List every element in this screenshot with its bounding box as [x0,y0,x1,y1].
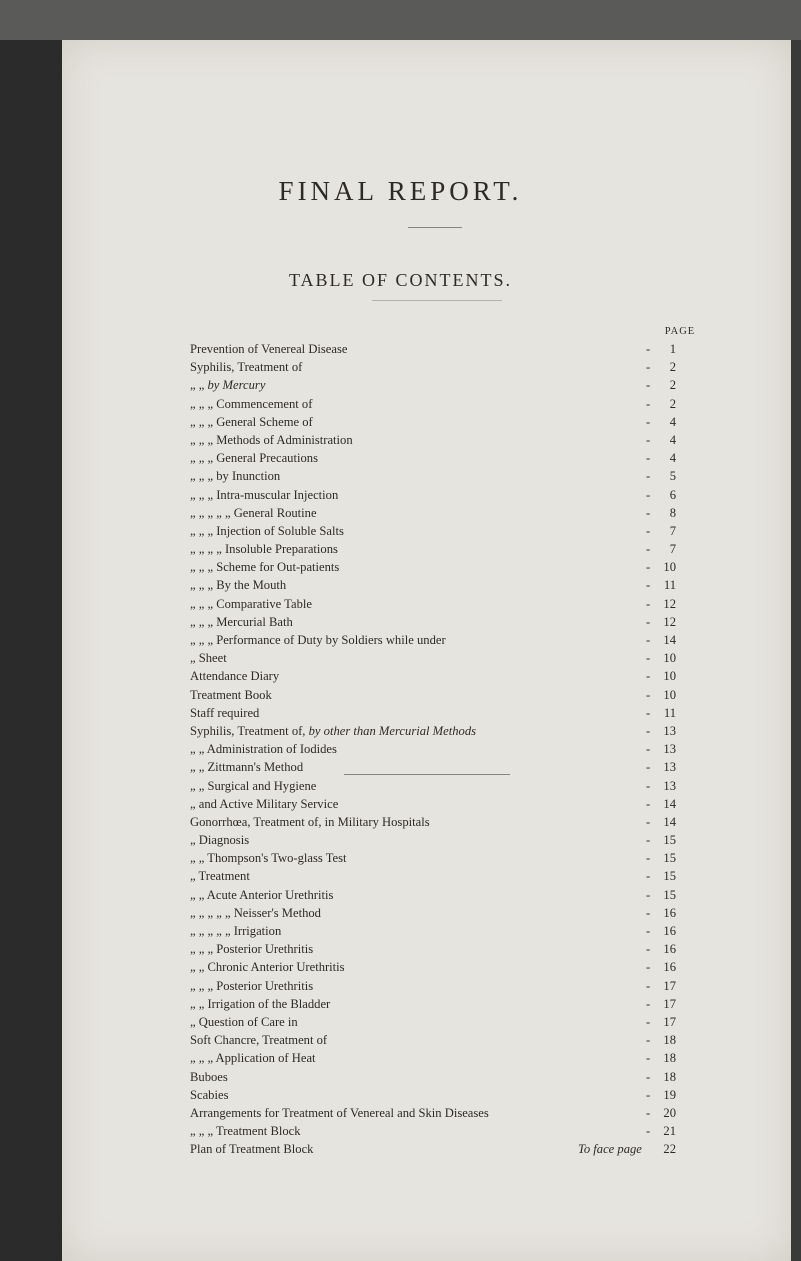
leader-dash: - [646,396,651,411]
scan-background-top [0,0,801,40]
toc-entry [0,977,801,995]
toc-entry-title: „ „ „ „ „ Neisser's Method [190,905,321,920]
toc-entry-page: 4 [669,451,676,466]
toc-entry [0,922,801,940]
toc-entry-page: 2 [669,396,676,411]
leader-dash: - [646,633,651,647]
toc-entry-title: „ and Active Military Service [190,796,339,811]
toc-entry-title: „ „ „ Treatment Block [190,1124,301,1139]
toc-entry-page: 12 [663,614,676,629]
toc-entry [0,558,801,576]
leader-dash: - [646,905,651,920]
toc-entry-page: 10 [663,669,676,684]
toc-entry-page: 18 [663,1051,676,1066]
toc-entry-note: To face page [578,1142,642,1157]
leader-dash: - [646,505,651,520]
toc-entry [0,340,801,358]
leader-dash: - [646,942,651,957]
toc-entry-title: „ „ „ Scheme for Out-patients [190,560,340,575]
toc-entry [0,595,801,613]
toc-entry-title: „ „ „ Comparative Table [190,596,312,611]
toc-entry [0,504,801,522]
toc-entry-title: „ Question of Care in [190,1014,298,1029]
toc-entry-page: 10 [663,651,676,666]
toc-entry [0,722,801,740]
toc-entry-page: 18 [663,1069,676,1084]
toc-entry [0,849,801,867]
toc-entry-title: „ „ by Mercury [190,378,266,393]
leader-dash: - [646,432,651,447]
subtitle-divider [372,300,502,301]
toc-entry-page: 16 [663,960,676,975]
leader-dash: - [646,1105,651,1120]
toc-entry-page: 6 [669,487,676,502]
leader-dash: - [646,778,651,793]
toc-entry [0,449,801,467]
toc-entry-page: 13 [663,760,676,775]
toc-entry-page: 14 [663,814,676,829]
toc-entry [0,486,801,504]
toc-entry-title: „ „ Thompson's Two-glass Test [190,851,347,866]
leader-dash: - [646,451,651,466]
leader-dash: - [646,1051,651,1066]
toc-entry-page: 13 [663,778,676,793]
leader-dash: - [646,414,651,429]
leader-dash: - [646,687,651,702]
toc-entry-page: 15 [663,869,676,884]
toc-entry-page: 17 [663,978,676,993]
title-divider [408,227,462,228]
toc-entry [0,467,801,485]
table-of-contents [0,340,801,1158]
leader-dash: - [646,869,651,884]
leader-dash: - [646,851,651,866]
toc-entry-page: 4 [669,414,676,429]
toc-entry [0,686,801,704]
leader-dash: - [646,996,651,1011]
toc-entry-page: 16 [663,942,676,957]
leader-dash: - [646,833,651,848]
toc-entry-title: „ „ Zittmann's Method [190,760,304,775]
toc-entry-page: 10 [663,687,676,702]
toc-entry [0,867,801,885]
toc-entry-page: 8 [669,505,676,520]
leader-dash: - [646,1124,651,1139]
toc-entry-title: „ „ „ Injection of Soluble Salts [190,523,344,538]
toc-entry-title: „ „ „ General Precautions [190,451,318,466]
toc-entry [0,904,801,922]
toc-entry [0,995,801,1013]
toc-entry-title: „ „ „ „ „ General Routine [190,505,317,520]
toc-entry [0,576,801,594]
toc-entry-page: 14 [663,633,676,647]
leader-dash: - [646,760,651,775]
toc-entry-title: „ „ „ Commencement of [190,396,313,411]
leader-dash: - [646,960,651,975]
leader-dash: - [646,651,651,666]
toc-entry-title: „ „ „ Posterior Urethritis [190,978,314,993]
leader-dash: - [646,360,651,375]
toc-entry-title: Soft Chancre, Treatment of [190,1033,328,1048]
toc-entry-page: 14 [663,796,676,811]
leader-dash: - [646,723,651,738]
toc-entry-title: Attendance Diary [190,669,280,684]
toc-entry [0,358,801,376]
toc-entry-title: „ „ „ Posterior Urethritis [190,942,314,957]
toc-entry [0,813,801,831]
toc-entry [0,376,801,394]
toc-entry [0,704,801,722]
toc-entry [0,1068,801,1086]
toc-entry [0,1140,801,1158]
toc-entry [0,395,801,413]
toc-entry-page: 11 [663,705,676,720]
toc-entry [0,1104,801,1122]
toc-entry [0,958,801,976]
toc-entry-title: Buboes [190,1069,228,1084]
toc-entry [0,777,801,795]
toc-entry-title: „ „ „ „ Insoluble Preparations [190,542,338,557]
toc-entry-title: Treatment Book [190,687,272,702]
leader-dash: - [646,705,651,720]
toc-entry-page: 22 [663,1142,676,1157]
toc-entry-title: „ Sheet [190,651,227,666]
toc-entry-title: „ „ Chronic Anterior Urethritis [190,960,345,975]
toc-entry [0,831,801,849]
leader-dash: - [646,487,651,502]
toc-entry-page: 15 [663,887,676,902]
toc-entry [0,649,801,667]
toc-entry-page: 7 [669,542,676,557]
toc-entry-title: Plan of Treatment Block [190,1142,314,1157]
toc-entry-title: „ „ Irrigation of the Bladder [190,996,331,1011]
leader-dash: - [646,796,651,811]
toc-entry-title: Syphilis, Treatment of [190,360,303,375]
toc-entry-title: „ Treatment [190,869,250,884]
toc-entry [0,431,801,449]
leader-dash: - [646,560,651,575]
toc-entry-page: 11 [663,578,676,593]
toc-entry-page: 7 [669,523,676,538]
toc-entry-page: 15 [663,851,676,866]
leader-dash: - [646,523,651,538]
report-title: FINAL REPORT. [278,176,523,206]
toc-entry [0,940,801,958]
toc-heading: TABLE OF CONTENTS. [288,270,513,290]
toc-entry [0,795,801,813]
leader-dash: - [646,542,651,557]
toc-entry-title: „ „ Acute Anterior Urethritis [190,887,334,902]
toc-entry [0,1049,801,1067]
toc-entry-title: „ „ „ General Scheme of [190,414,313,429]
toc-entry-page: 10 [663,560,676,575]
bottom-divider [344,774,510,775]
toc-entry-page: 15 [663,833,676,848]
toc-entry [0,1122,801,1140]
leader-dash: - [646,669,651,684]
toc-entry-title: „ „ „ Methods of Administration [190,432,353,447]
toc-entry-title: „ „ „ Performance of Duty by Soldiers while under [190,633,446,647]
leader-dash: - [646,469,651,484]
toc-entry-title: „ „ „ Intra-muscular Injection [190,487,339,502]
toc-entry-title: „ „ Administration of Iodides [190,742,337,757]
leader-dash: - [646,1069,651,1084]
leader-dash: - [646,978,651,993]
toc-entry-page: 13 [663,723,676,738]
toc-entry [0,667,801,685]
toc-entry-page: 5 [669,469,676,484]
toc-entry-page: 4 [669,432,676,447]
toc-entry-page: 21 [663,1124,676,1139]
toc-entry [0,540,801,558]
toc-entry [0,631,801,649]
toc-entry-page: 16 [663,905,676,920]
page-column-header: PAGE [664,326,696,337]
toc-entry [0,886,801,904]
toc-entry-title: Gonorrhœa, Treatment of, in Military Hospitals [190,814,430,829]
leader-dash: - [646,1033,651,1048]
toc-entry-title: Arrangements for Treatment of Venereal and Skin Diseases [190,1105,489,1120]
toc-entry-title: Scabies [190,1087,229,1102]
toc-entry-page: 12 [663,596,676,611]
toc-entry [0,522,801,540]
toc-entry [0,413,801,431]
leader-dash: - [646,742,651,757]
toc-entry-title: Syphilis, Treatment of, by other than Mercurial Methods [190,723,477,738]
toc-entry-page: 2 [669,360,676,375]
toc-entry-page: 17 [663,996,676,1011]
leader-dash: - [646,814,651,829]
leader-dash: - [646,378,651,393]
toc-entry-title: Staff required [190,705,260,720]
toc-entry-title: „ Diagnosis [190,833,250,848]
toc-entry-page: 1 [669,342,676,356]
toc-entry [0,1086,801,1104]
leader-dash: - [646,596,651,611]
toc-entry-title: „ „ „ By the Mouth [190,578,287,593]
toc-entry-page: 2 [669,378,676,393]
leader-dash: - [646,578,651,593]
leader-dash: - [646,924,651,938]
toc-entry-page: 13 [663,742,676,757]
toc-entry-page: 17 [663,1014,676,1029]
toc-entry-title: „ „ Surgical and Hygiene [190,778,317,793]
toc-entry-title: „ „ „ Mercurial Bath [190,614,293,629]
toc-entry-title: „ „ „ by Inunction [190,469,281,484]
toc-entry-title: Prevention of Venereal Disease [190,342,348,356]
toc-entry-page: 16 [663,924,676,938]
leader-dash: - [646,1014,651,1029]
toc-entry [0,1013,801,1031]
leader-dash: - [646,887,651,902]
leader-dash: - [646,614,651,629]
toc-entry [0,1031,801,1049]
toc-entry-page: 20 [663,1105,676,1120]
toc-entry-page: 19 [663,1087,676,1102]
toc-entry [0,613,801,631]
toc-entry-title: „ „ „ Application of Heat [190,1051,316,1066]
toc-entry-title: „ „ „ „ „ Irrigation [190,924,282,938]
leader-dash: - [646,1087,651,1102]
leader-dash: - [646,342,651,356]
toc-entry [0,740,801,758]
toc-entry-page: 18 [663,1033,676,1048]
